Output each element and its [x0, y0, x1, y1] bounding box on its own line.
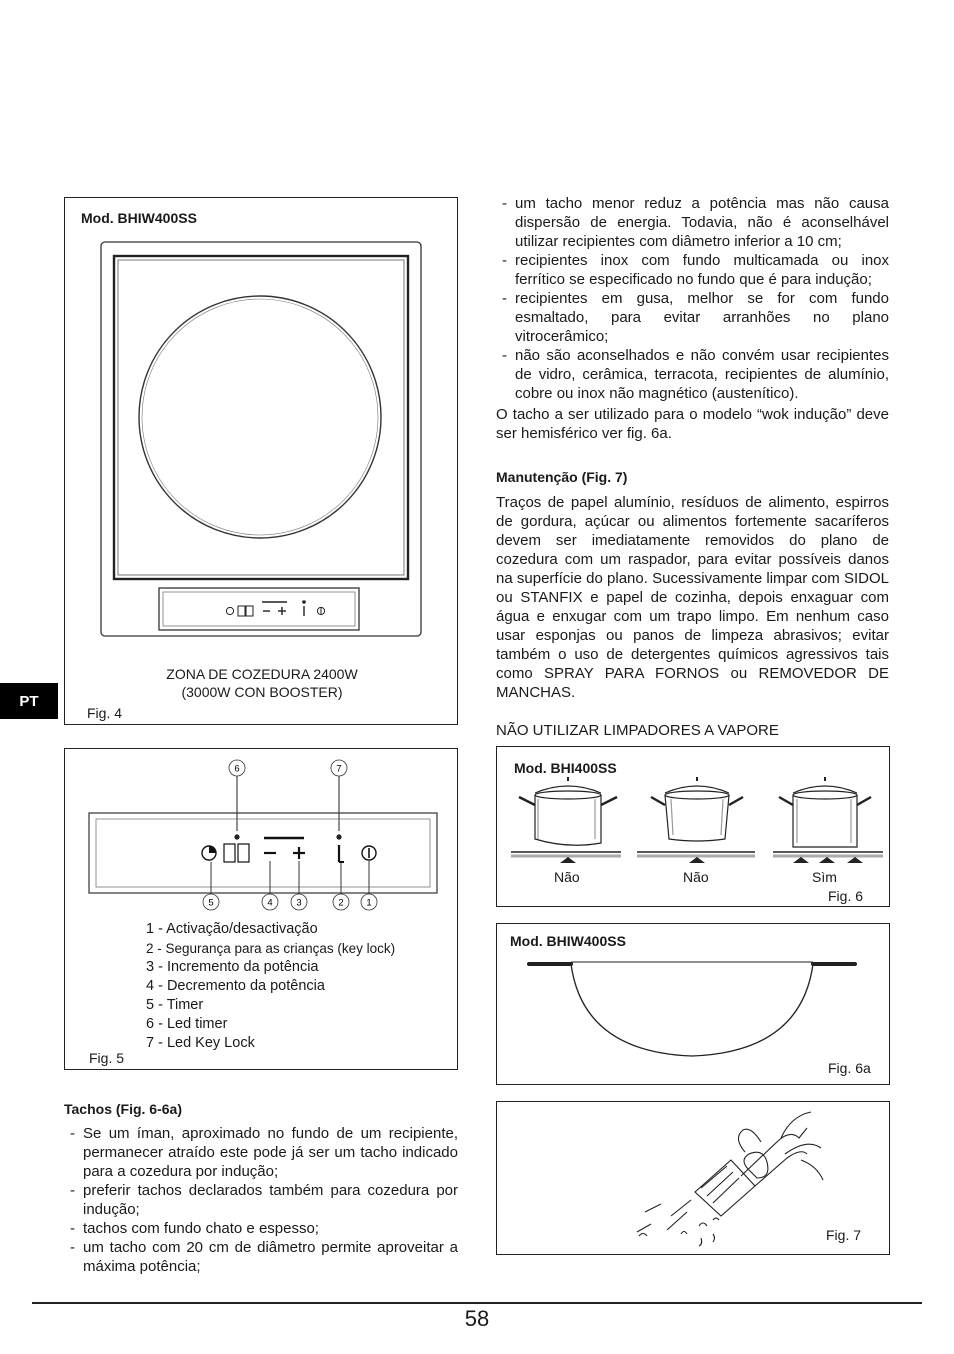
- list-item: - não são aconselhados e não convém usar recipientes de vidro, cerâmica, terracota, recipientes de alumínio, cobre ou inox não magnético (austenítico).: [496, 346, 889, 403]
- fig6-label-nao-2: Não: [683, 869, 709, 885]
- fig6-label-sim: Sìm: [812, 869, 837, 885]
- legend-item: 2 - Segurança para as crianças (key lock): [146, 941, 396, 956]
- list-item: - recipientes em gusa, melhor se for com fundo esmaltado, para evitar arranhões no plano vitrocerâmico;: [496, 289, 889, 346]
- recipient-list: [496, 194, 889, 403]
- fig7-label: Fig. 7: [826, 1227, 862, 1243]
- fig6a-model: Mod. BHIW400SS: [510, 933, 626, 949]
- led-key-lock-icon: [336, 834, 341, 839]
- fig6a-label: Fig. 6a: [828, 1060, 871, 1076]
- pot-icon: [519, 777, 617, 845]
- fig6-label-nao-1: Não: [554, 869, 580, 885]
- fig5-legend: [146, 920, 395, 1053]
- fig5-box: [64, 748, 458, 1070]
- callout-6-label: 6: [234, 763, 240, 775]
- led-timer-icon: [234, 834, 239, 839]
- legend-item: 5 - Timer: [146, 997, 204, 1013]
- callout-3-label: 3: [296, 897, 302, 909]
- legend-item: 7 - Led Key Lock: [146, 1035, 255, 1051]
- fig4-label: Fig. 4: [87, 705, 123, 721]
- page-number: 58: [464, 1306, 490, 1331]
- maintenance-text: Traços de papel alumínio, resíduos de alimento, espirros de gordura, açúcar ou alimentos fortemente sacaríferos devem ser imediatamente removidos do plano de cozedura com um raspador, para evitar possíveis danos na superfície do plano. Sucessivamente limpar com SIDOL ou STANFIX e papel de cozinha, depois enxaguar com água e enxugar com um trapo limpo. Em nenhum caso usar esponjas ou panos de limpeza abrasivos; evitar também o uso de detergentes químicos agressivos tais como SPRAY PARA FORNOS ou REMOVEDOR DE MANCHAS.: [496, 494, 889, 701]
- callout-1-label: 1: [366, 897, 372, 909]
- tachos-list: [64, 1124, 458, 1276]
- callout-2-label: 2: [338, 897, 344, 909]
- hob-illustration: [99, 240, 423, 640]
- fig6a-box: [496, 923, 890, 1085]
- fig4-zone-line1: ZONA DE COZEDURA 2400W: [166, 666, 358, 682]
- callout-5-label: 5: [208, 897, 214, 909]
- fig4-box: [64, 197, 458, 725]
- list-item: - preferir tachos declarados também para cozedura por indução;: [64, 1181, 458, 1219]
- callout-7-label: 7: [336, 763, 342, 775]
- legend-item: 6 - Led timer: [146, 1016, 228, 1032]
- pots-illustration: [497, 777, 891, 867]
- list-item: - recipientes inox com fundo multicamada ou inox ferrítico se especificado no fundo que é para indução;: [496, 251, 889, 289]
- legend-item: 4 - Decremento da potência: [146, 978, 325, 994]
- wok-illustration: [527, 952, 857, 1062]
- tachos-heading: Tachos (Fig. 6-6a): [64, 1101, 182, 1117]
- maintenance-heading: Manutenção (Fig. 7): [496, 469, 628, 485]
- scraper-illustration: [631, 1108, 831, 1248]
- legend-item: 3 - Incremento da potência: [146, 959, 319, 975]
- hob-control-icons: [226, 601, 324, 616]
- callout-4-label: 4: [267, 897, 273, 909]
- language-tab: PT: [0, 683, 58, 719]
- list-item: - Se um íman, aproximado no fundo de um recipiente, permanecer atraído este pode já ser um tacho indicado para a cozedura por indução;: [64, 1124, 458, 1181]
- fig4-zone-line2: (3000W CON BOOSTER): [181, 684, 343, 700]
- fig6-box: [496, 746, 890, 907]
- fig5-label: Fig. 5: [89, 1050, 125, 1066]
- pot-icon: [651, 777, 743, 841]
- fig6-model: Mod. BHI400SS: [514, 760, 617, 776]
- footer-rule: [32, 1302, 922, 1304]
- steam-warning: NÃO UTILIZAR LIMPADORES A VAPORE: [496, 722, 779, 739]
- fig4-model: Mod. BHIW400SS: [81, 210, 197, 226]
- control-panel-diagram: [87, 757, 439, 917]
- legend-item: 1 - Activação/desactivação: [146, 921, 318, 937]
- list-item: - um tacho com 20 cm de diâmetro permite aproveitar a máxima potência;: [64, 1238, 458, 1276]
- fig6-label: Fig. 6: [828, 888, 864, 904]
- fig7-box: [496, 1101, 890, 1255]
- list-item: - um tacho menor reduz a potência mas não causa dispersão de energia. Todavia, não é aconselhável utilizar recipientes com diâmetro inferior a 10 cm;: [496, 194, 889, 251]
- pot-icon: [779, 777, 871, 847]
- list-item: - tachos com fundo chato e espesso;: [64, 1219, 458, 1238]
- wok-text: O tacho a ser utilizado para o modelo “wok indução” deve ser hemisférico ver fig. 6a.: [496, 406, 889, 442]
